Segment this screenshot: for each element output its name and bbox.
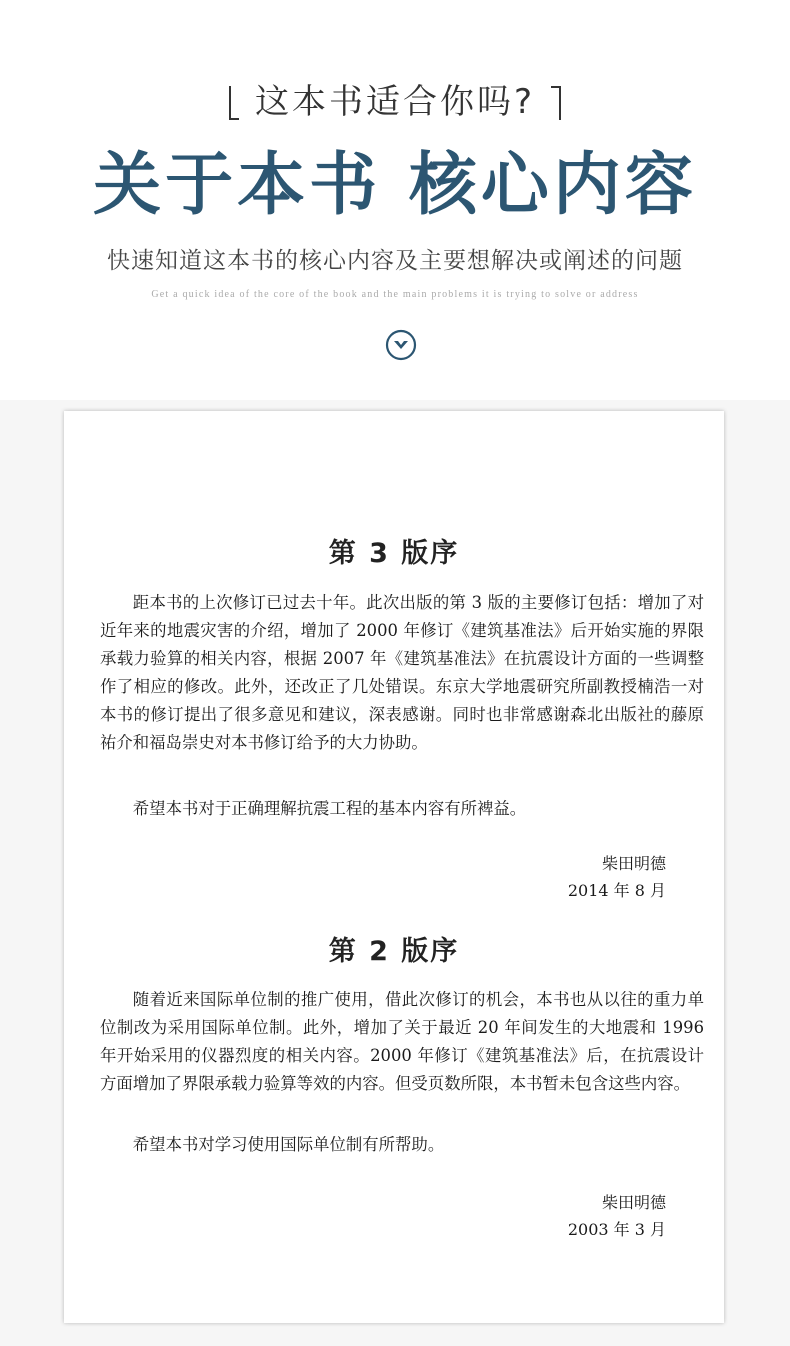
preface2-author: 柴田明德 [601,1193,666,1212]
question-heading [0,78,790,126]
bracket-left [229,86,239,120]
header-banner [0,0,790,400]
book-page [64,411,724,1323]
preface3-paragraph-1: 距本书的上次修订已过去十年。此次出版的第 3 版的主要修订包括：增加了对近年来的地震灾害的介绍，增加了 2000 年修订《建筑基准法》后开始实施的界限承载力验算的相关内容，根据 2007 年《建筑基准法》在抗震设计方面的一些调整作了相应的修改。此外，还改正了几处错误。东京大学地震研究所副教授楠浩一对本书的修订提出了很多意见和建议，深表感谢。同时也非常感谢森北出版社的藤原祐介和福岛崇史对本书修订给予的大力协助。 [100,593,704,752]
preface3-date: 2014 年 8 月 [567,881,666,900]
preface2-paragraph-1: 随着近来国际单位制的推广使用，借此次修订的机会，本书也从以往的重力单位制改为采用国际单位制。此外，增加了关于最近 20 年间发生的大地震和 1996 年开始采用的仪器烈度的相关内容。2000 年修订《建筑基准法》后，在抗震设计方面增加了界限承载力验算等效的内容。但受页数所限，本书暂未包含这些内容。 [100,990,704,1093]
page-title: 关于本书 核心内容 [93,145,697,225]
preface3-paragraph-2: 希望本书对于正确理解抗震工程的基本内容有所裨益。 [132,799,527,818]
preface2-date: 2003 年 3 月 [567,1220,666,1239]
question-text: 这本书适合你吗? [254,82,536,122]
preface3-author: 柴田明德 [601,854,666,873]
bracket-right [551,86,561,120]
preface2-title: 第 2 版序 [328,936,460,967]
preface2-paragraph-2: 希望本书对学习使用国际单位制有所帮助。 [132,1135,445,1154]
subtitle-english: Get a quick idea of the core of the book and the main problems it is trying to solve or address [151,289,639,300]
chevron-down-circle-icon [385,329,417,361]
subtitle-chinese: 快速知道这本书的核心内容及主要想解决或阐述的问题 [107,248,683,274]
preface3-title: 第 3 版序 [328,538,460,569]
